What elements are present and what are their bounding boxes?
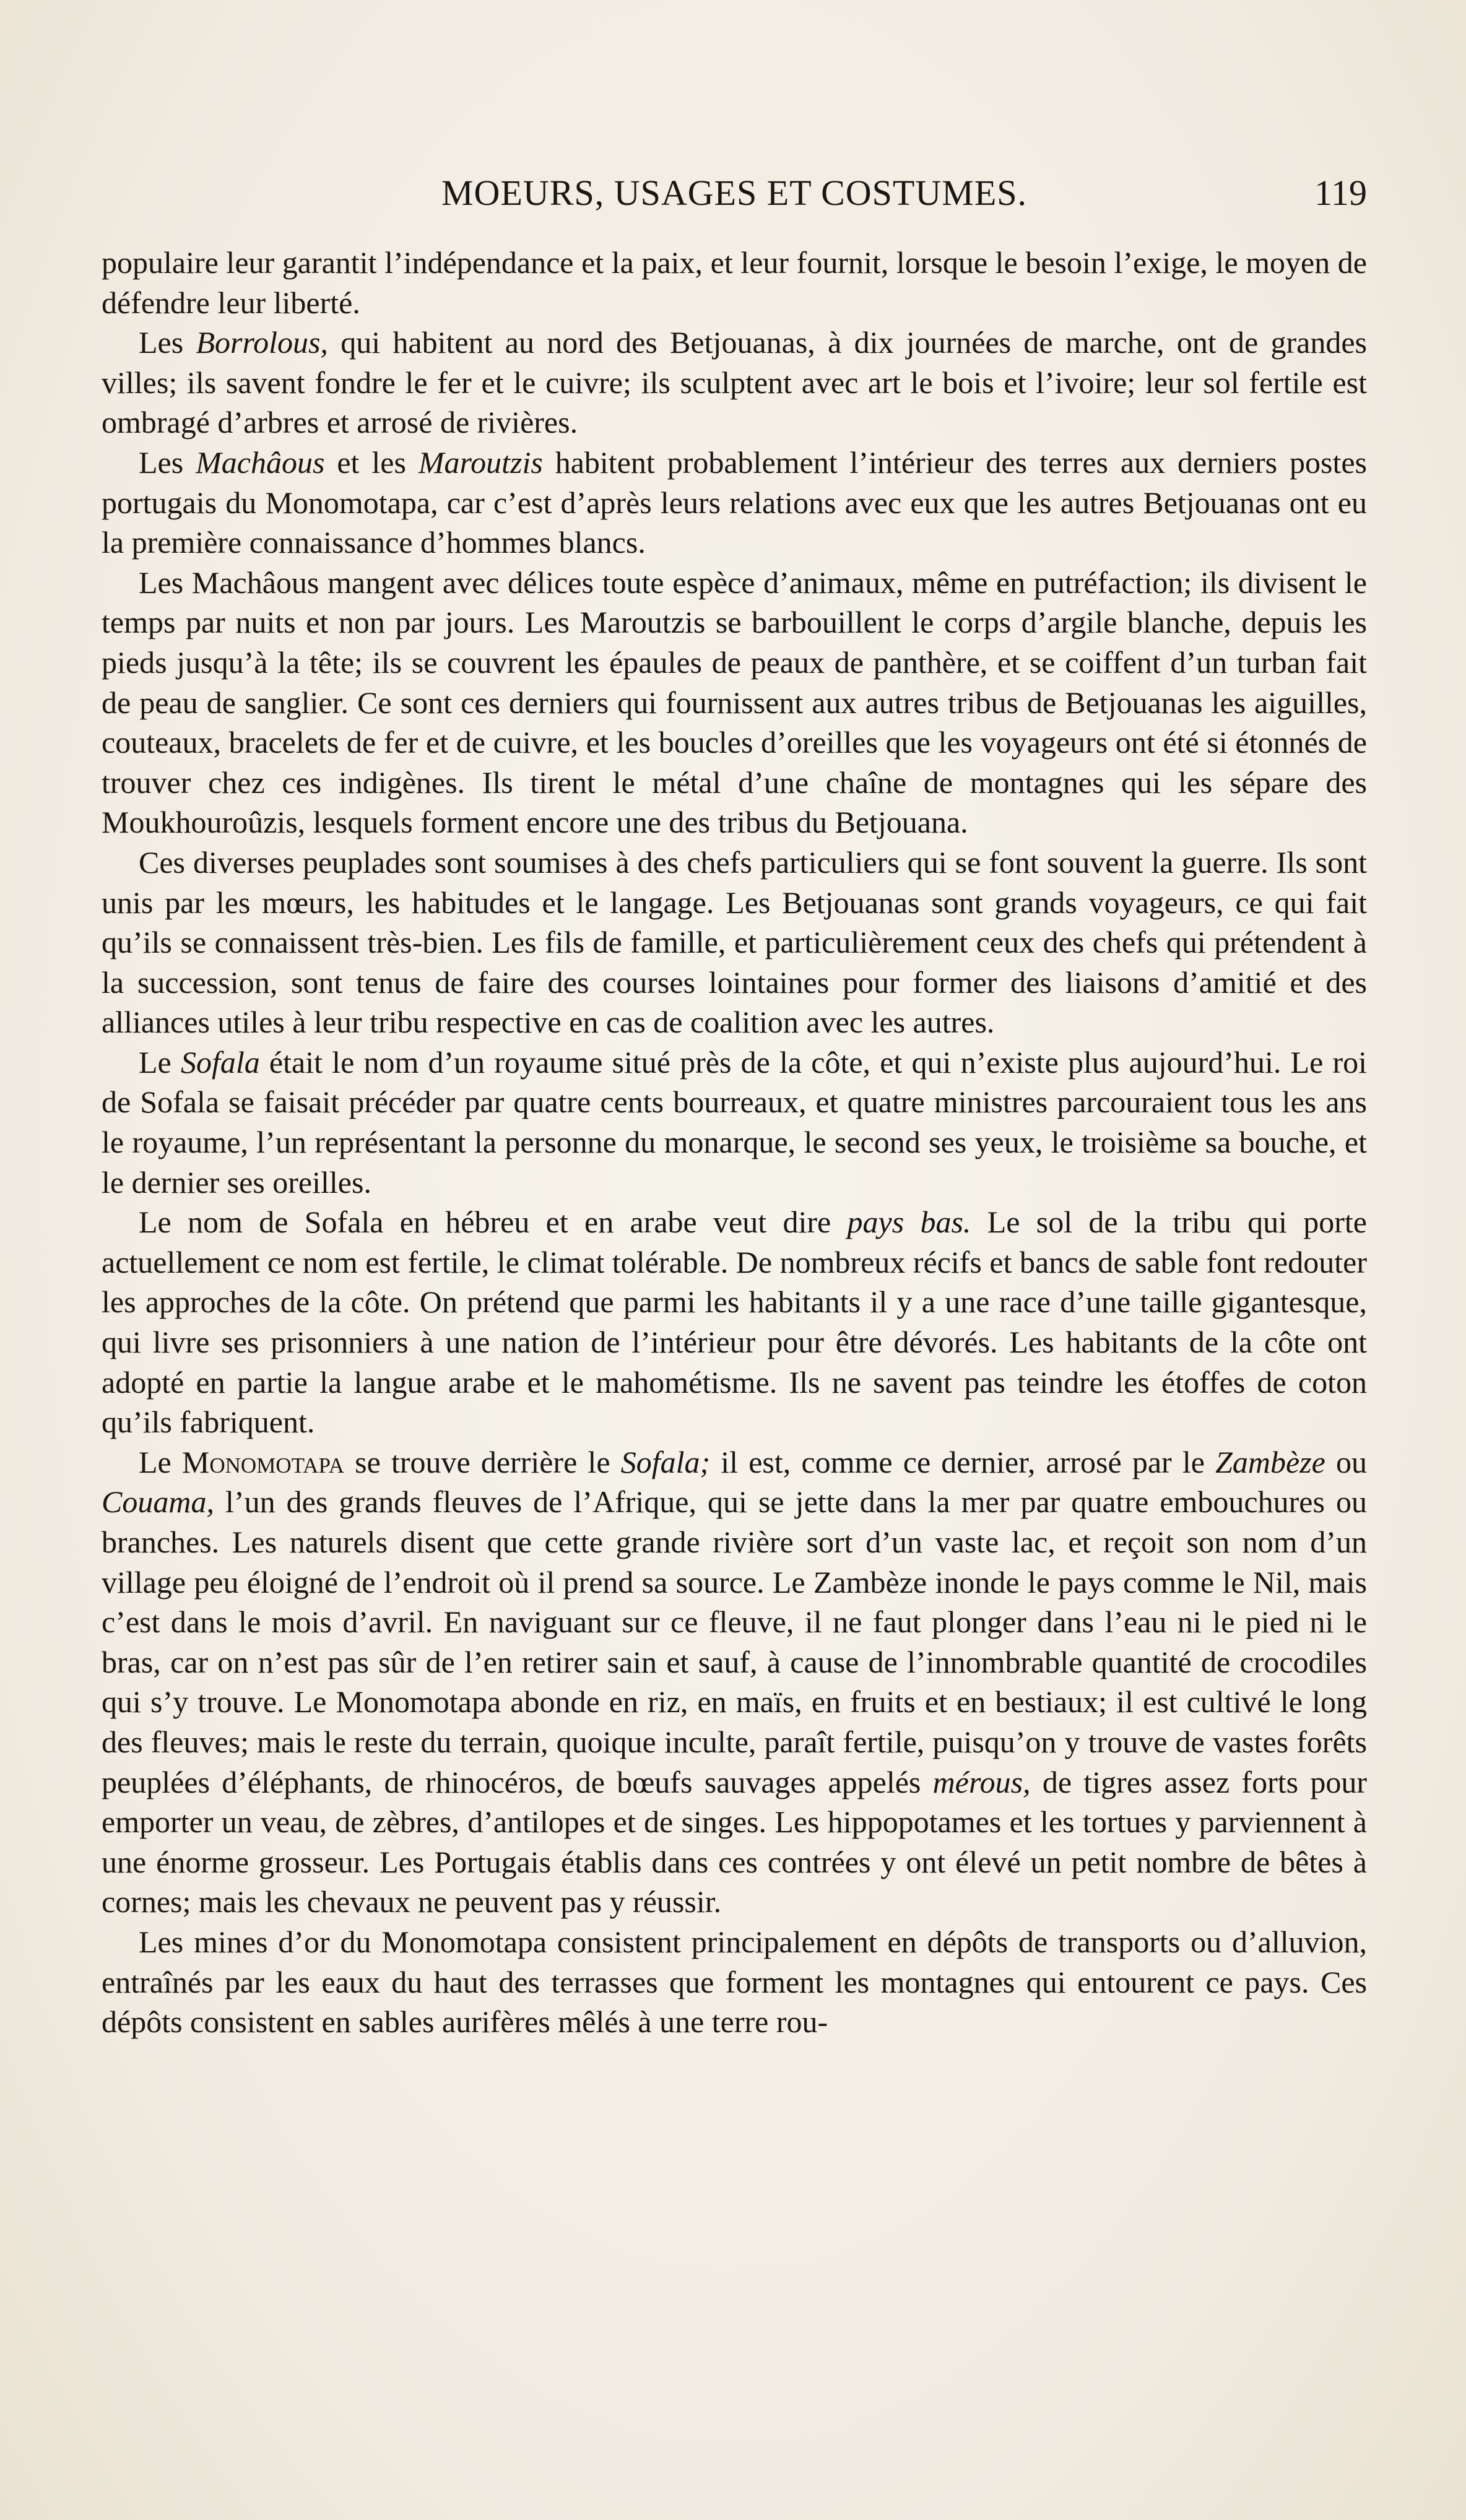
running-header bbox=[102, 168, 1367, 218]
paragraph-machaous-customs bbox=[102, 563, 1367, 842]
italic-term: pays bas. bbox=[847, 1205, 971, 1240]
text-run: se trouve derrière le bbox=[344, 1444, 621, 1479]
italic-term: Borrolous, bbox=[196, 325, 328, 360]
text-run: ou bbox=[1325, 1444, 1368, 1479]
paragraph-borrolous bbox=[102, 323, 1367, 443]
text-run: l’un des grands fleuves de l’Afrique, qui se jette dans la mer par quatre embouchures ou branches. Les naturels disent que cette grande rivière sort d’un vaste lac, et reçoit son nom d’un village peu éloigné de l’endroit où il prend sa source. Le Zambèze inonde le pays comme le Nil, mais c’est dans le mois d’avril. En naviguant sur ce fleuve, il ne faut plonger dans l’eau ni le pied ni le bras, car on n’est pas sûr de l’en retirer sain et sauf, à cause de l’innombrable quantité de crocodiles qui s’y trouve. Le Monomotapa abonde en riz, en maïs, en fruits et en bestiaux; il est cultivé le long des fleuves; mais le reste du terrain, quoique inculte, paraît fertile, puisqu’on y trouve de vastes forêts peuplées d’éléphants, de rhinocéros, de bœufs sauvages appelés bbox=[102, 1484, 1367, 1799]
small-caps-term: Monomotapa bbox=[181, 1444, 344, 1479]
paragraph-sofala-kingdom bbox=[102, 1042, 1367, 1202]
italic-term: Zambèze bbox=[1215, 1444, 1325, 1479]
text-run: Les bbox=[139, 444, 196, 480]
italic-term: Sofala; bbox=[620, 1444, 711, 1479]
italic-term: Sofala bbox=[180, 1044, 260, 1080]
page-number: 119 bbox=[1314, 173, 1367, 213]
text-run: Les bbox=[139, 325, 196, 360]
text-run: Les Machâous mangent avec délices toute espèce d’animaux, même en putréfaction; ils divisent le temps par nuits et non par jours. Les Maroutzis se barbouillent le corps d’argile blanche, depuis les pieds jusqu’à la tête; ils se couvrent les épaules de peaux de panthère, et se coiffent d’un turban fait de peau de sanglier. Ce sont ces derniers qui fournissent aux autres tribus de Betjouanas les aiguilles, couteaux, bracelets de fer et de cuivre, et les boucles d’oreilles que les voyageurs ont été si étonnés de trouver chez ces indigènes. Ils tirent le métal d’une chaîne de montagnes qui les sépare des Moukhouroûzis, lesquels forment encore une des tribus du Betjouana. bbox=[102, 565, 1367, 840]
italic-term: mérous, bbox=[932, 1764, 1031, 1799]
text-run: Le sol de la tribu qui porte actuellement ce nom est fertile, le climat tolérable. De nombreux récifs et bancs de sable font redouter les approches de la côte. On prétend que parmi les habitants il y a une race d’une taille gigantesque, qui livre ses prisonniers à une nation de l’intérieur pour être dévorés. Les habitants de la côte ont adopté en partie la langue arabe et le mahométisme. Ils ne savent pas teindre les étoffes de coton qu’ils fabriquent. bbox=[102, 1205, 1368, 1440]
italic-term: Machâous bbox=[196, 444, 325, 480]
text-run: qui habitent au nord des Betjouanas, à dix journées de marche, ont de grandes villes; ils savent fondre le fer et le cuivre; ils sculptent avec art le bois et l’ivoire; leur sol fertile est ombragé d’arbres et arrosé de rivières. bbox=[102, 325, 1367, 440]
text-run: Le bbox=[139, 1044, 181, 1080]
text-run: Les mines d’or du Monomotapa consistent principalement en dépôts de transports ou d’alluvion, entraînés par les eaux du haut des terrasses que forment les montagnes qui entourent ce pays. Ces dépôts consistent en sables aurifères mêlés à une terre rou- bbox=[102, 1924, 1367, 2040]
paragraph-monomotapa bbox=[102, 1442, 1367, 1922]
text-run: Le bbox=[139, 1444, 182, 1479]
text-run: Le nom de Sofala en hébreu et en arabe veut dire bbox=[139, 1205, 848, 1240]
body-text bbox=[102, 243, 1367, 2042]
text-run: et les bbox=[324, 444, 419, 480]
italic-term: Maroutzis bbox=[418, 444, 543, 480]
paragraph-continuation bbox=[102, 243, 1367, 323]
paragraph-gold-mines bbox=[102, 1922, 1367, 2042]
text-run: il est, comme ce dernier, arrosé par le bbox=[710, 1444, 1216, 1479]
paragraph-sofala-name bbox=[102, 1202, 1367, 1442]
italic-term: Couama, bbox=[102, 1484, 214, 1520]
text-run: était le nom d’un royaume situé près de la côte, et qui n’existe plus aujourd’hui. Le roi de Sofala se faisait précéder par quatre cents bourreaux, et quatre ministres parcouraient tous les ans le royaume, l’un représentant la personne du monarque, le second ses yeux, le troisième sa bouche, et le dernier ses oreilles. bbox=[102, 1044, 1368, 1200]
running-title: MOEURS, USAGES ET COSTUMES. bbox=[441, 173, 1028, 213]
text-run: Ces diverses peuplades sont soumises à des chefs particuliers qui se font souvent la guerre. Ils sont unis par les mœurs, les habitudes et le langage. Les Betjouanas sont grands voyageurs, ce qui fait qu’ils se connaissent très-bien. Les fils de famille, et particulièrement ceux des chefs qui prétendent à la succession, sont tenus de faire des courses lointaines pour former des liaisons d’amitié et des alliances utiles à leur tribu respective en cas de coalition avec les autres. bbox=[102, 844, 1367, 1040]
text-run: habitent probablement l’intérieur des terres aux derniers postes portugais du Monomotapa, car c’est d’après leurs relations avec eux que les autres Betjouanas ont eu la première connaissance d’hommes blancs. bbox=[102, 444, 1367, 560]
paragraph-machaous-maroutzis bbox=[102, 443, 1367, 563]
text-run: populaire leur garantit l’indépendance et la paix, et leur fournit, lorsque le besoin l’exige, le moyen de défendre leur liberté. bbox=[102, 245, 1367, 320]
paragraph-peuplades bbox=[102, 842, 1367, 1042]
text-run: de tigres assez forts pour emporter un veau, de zèbres, d’antilopes et de singes. Les hippopotames et les tortues y parviennent à une énorme grosseur. Les Portugais établis dans ces contrées y ont élevé un petit nombre de bêtes à cornes; mais les chevaux ne peuvent pas y réussir. bbox=[102, 1764, 1367, 1920]
